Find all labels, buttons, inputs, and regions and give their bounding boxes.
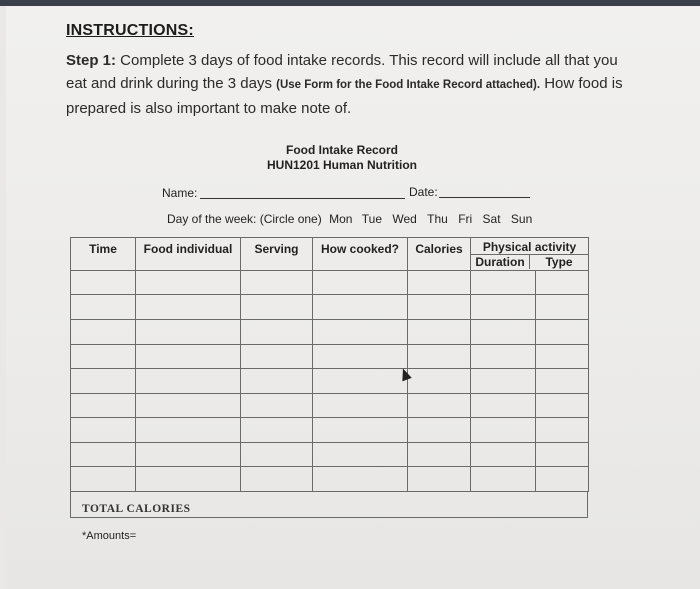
step-text-b: How food is prepared is also important to make note of. [66,75,623,117]
table-cell[interactable] [408,442,471,467]
table-cell[interactable] [313,393,408,418]
table-cell[interactable] [241,442,313,467]
table-cell[interactable] [71,393,136,418]
table-cell[interactable] [241,393,313,418]
table-cell[interactable] [471,418,536,443]
col-calories: Calories [408,238,471,271]
table-cell[interactable] [536,319,589,344]
table-row [71,369,589,394]
table-cell[interactable] [71,270,136,295]
table-cell[interactable] [241,467,313,492]
table-cell[interactable] [408,418,471,443]
table-cell[interactable] [136,393,241,418]
food-intake-table [70,237,589,492]
table-cell[interactable] [71,442,136,467]
table-row [71,344,589,369]
table-row [71,319,589,344]
table-cell[interactable] [471,369,536,394]
step-label: Step 1: [66,52,117,69]
table-cell[interactable] [313,442,408,467]
table-cell[interactable] [136,467,241,492]
table-cell[interactable] [536,369,589,394]
table-cell[interactable] [408,295,471,320]
day-sat[interactable]: Sat [482,212,501,226]
table-cell[interactable] [136,295,241,320]
table-cell[interactable] [313,270,408,295]
table-header-row [71,238,589,271]
table-cell[interactable] [408,319,471,344]
table-cell[interactable] [471,270,536,295]
day-sun[interactable]: Sun [510,212,533,226]
col-food: Food individual [136,238,241,271]
table-cell[interactable] [471,442,536,467]
table-cell[interactable] [136,344,241,369]
table-cell[interactable] [241,319,313,344]
date-line[interactable] [439,197,530,198]
table-row [71,442,589,467]
col-physical-activity [471,238,589,271]
form-title: Food Intake Record [285,143,398,157]
table-cell[interactable] [536,467,589,492]
table-cell[interactable] [536,270,589,295]
physical-activity-title: Physical activity [471,240,588,255]
day-tue[interactable]: Tue [361,212,382,226]
table-cell[interactable] [71,319,136,344]
table-cell[interactable] [136,418,241,443]
step-text-a: Complete 3 days of food intake records. This record will include all that you eat and drink during the 3 days [66,52,618,92]
day-fri[interactable]: Fri [458,212,473,226]
table-cell[interactable] [136,442,241,467]
table-cell[interactable] [136,369,241,394]
instructions-heading: INSTRUCTIONS: [66,22,194,39]
table-cell[interactable] [471,295,536,320]
step-1-paragraph [66,49,636,120]
col-how-cooked: How cooked? [313,238,408,271]
table-cell[interactable] [536,393,589,418]
table-cell[interactable] [471,344,536,369]
table-cell[interactable] [408,270,471,295]
table-cell[interactable] [408,369,471,394]
table-cell[interactable] [536,418,589,443]
amounts-label: *Amounts= [82,530,137,542]
table-cell[interactable] [408,393,471,418]
table-cell[interactable] [313,295,408,320]
table-row [71,270,589,295]
table-row [71,418,589,443]
table-cell[interactable] [313,319,408,344]
table-cell[interactable] [313,467,408,492]
table-cell[interactable] [313,369,408,394]
table-cell[interactable] [471,467,536,492]
table-cell[interactable] [408,467,471,492]
table-cell[interactable] [71,369,136,394]
table-cell[interactable] [71,295,136,320]
total-calories-label: TOTAL CALORIES [82,503,191,515]
table-cell[interactable] [71,344,136,369]
day-thu[interactable]: Thu [427,212,448,226]
table-cell[interactable] [471,319,536,344]
table-cell[interactable] [313,344,408,369]
col-type: Type [545,255,573,269]
table-cell[interactable] [71,467,136,492]
table-cell[interactable] [136,319,241,344]
day-of-week-row [167,212,532,226]
name-label: Name: [162,186,198,200]
col-time: Time [71,238,136,271]
table-cell[interactable] [241,344,313,369]
day-mon[interactable]: Mon [329,212,353,226]
table-cell[interactable] [241,369,313,394]
table-cell[interactable] [536,344,589,369]
col-duration: Duration [471,255,530,269]
table-row [71,295,589,320]
col-serving: Serving [241,238,313,271]
table-cell[interactable] [241,270,313,295]
table-cell[interactable] [471,393,536,418]
table-cell[interactable] [241,295,313,320]
table-cell[interactable] [71,418,136,443]
day-prompt: Day of the week: (Circle one) [167,212,322,226]
table-cell[interactable] [241,418,313,443]
table-cell[interactable] [313,418,408,443]
table-cell[interactable] [536,442,589,467]
table-cell[interactable] [536,295,589,320]
form-course: HUN1201 Human Nutrition [266,158,418,172]
date-label: Date: [409,185,438,199]
table-cell[interactable] [408,344,471,369]
day-wed[interactable]: Wed [392,212,417,226]
table-row [71,467,589,492]
table-row [71,393,589,418]
step-text-small: (Use Form for the Food Intake Record attached). [276,79,541,91]
name-line[interactable] [200,198,405,199]
table-cell[interactable] [136,270,241,295]
